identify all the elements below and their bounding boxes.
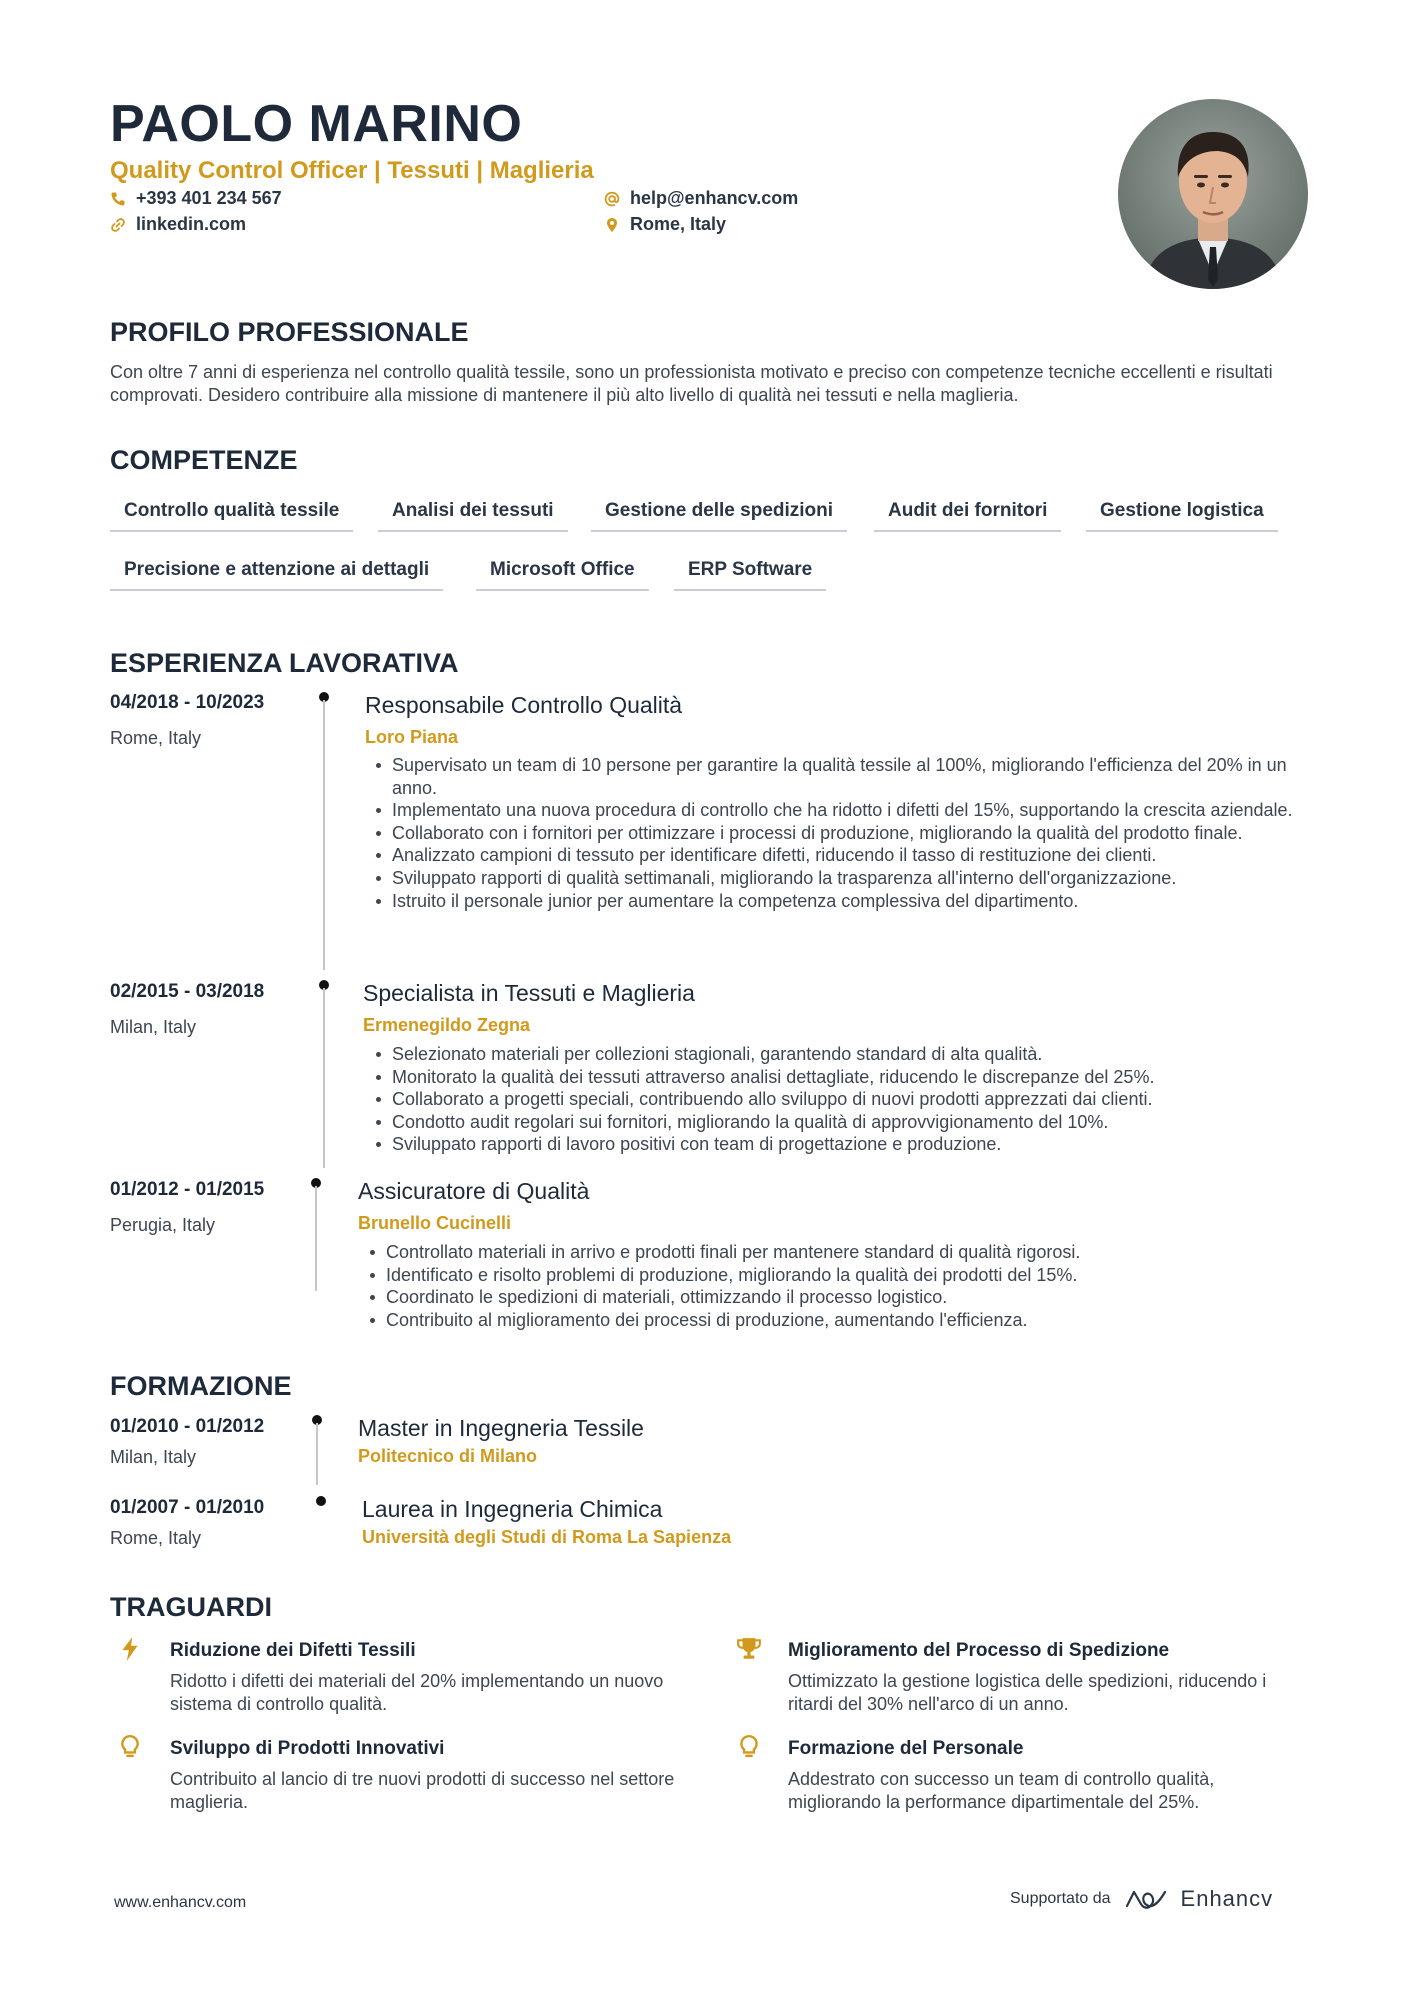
job-location: Milan, Italy: [110, 1017, 197, 1037]
achievement-desc: Ottimizzato la gestione logistica delle spedizioni, riducendo i ritardi del 30% nell'arco di un anno.: [788, 1671, 1267, 1714]
education-school: Politecnico di Milano: [358, 1446, 538, 1466]
enhancv-logo-icon: [1123, 1886, 1169, 1912]
skill-tag: Audit dei fornitori: [874, 492, 1061, 532]
education-location: Rome, Italy: [110, 1528, 202, 1548]
achievement-title: Riduzione dei Difetti Tessili: [170, 1640, 416, 1661]
achievement-desc: Contribuito al lancio di tre nuovi prodotti di successo nel settore maglieria.: [170, 1769, 675, 1812]
contact-email: [604, 188, 798, 209]
job-bullet: Istruito il personale junior per aumentare la competenza complessiva del dipartimento.: [370, 890, 1310, 913]
timeline-line: [323, 700, 325, 970]
job-role: Assicuratore di Qualità: [358, 1178, 590, 1204]
timeline-dot: [316, 1496, 326, 1506]
contact-linkedin: [110, 214, 246, 235]
contact-location: [604, 214, 726, 235]
email-address[interactable]: help@enhancv.com: [630, 188, 799, 208]
job-bullet: Condotto audit regolari sui fornitori, migliorando la qualità di approvvigionamento del 10%.: [370, 1111, 1310, 1134]
lightbulb-icon: [117, 1734, 143, 1760]
lightbulb-icon: [736, 1734, 762, 1760]
profile-heading: PROFILO PROFESSIONALE: [110, 317, 469, 347]
supported-by-text: Supportato da: [1010, 1890, 1111, 1907]
contact-phone: [110, 188, 282, 209]
footer-website[interactable]: www.enhancv.com: [114, 1894, 247, 1911]
education-school: Università degli Studi di Roma La Sapienza: [362, 1527, 732, 1547]
timeline-line: [323, 988, 325, 1168]
job-location: Perugia, Italy: [110, 1215, 216, 1235]
education-heading: FORMAZIONE: [110, 1371, 292, 1401]
skill-tag: Precisione e attenzione ai dettagli: [110, 551, 443, 591]
candidate-title: Quality Control Officer | Tessuti | Maglieria: [110, 157, 594, 184]
at-icon: [604, 191, 620, 207]
job-bullets: [364, 1241, 1304, 1331]
achievement-title: Sviluppo di Prodotti Innovativi: [170, 1738, 445, 1759]
achievement-desc: Addestrato con successo un team di controllo qualità, migliorando la performance dipartimentale del 25%.: [788, 1769, 1215, 1812]
skill-tag: Gestione delle spedizioni: [591, 492, 847, 532]
job-company: Brunello Cucinelli: [358, 1213, 512, 1233]
job-bullet: Supervisato un team di 10 persone per garantire la qualità tessile al 100%, migliorando l'efficienza del 20% in un anno.: [370, 754, 1310, 799]
job-dates: 01/2012 - 01/2015: [110, 1179, 265, 1200]
job-bullet: Implementato una nuova procedura di controllo che ha ridotto i difetti del 15%, supportando la crescita aziendale.: [370, 799, 1310, 822]
job-bullet: Coordinato le spedizioni di materiali, ottimizzando il processo logistico.: [364, 1286, 1304, 1309]
location-pin-icon: [604, 217, 620, 233]
experience-heading: ESPERIENZA LAVORATIVA: [110, 648, 459, 678]
location-text: Rome, Italy: [630, 214, 727, 234]
phone-number[interactable]: +393 401 234 567: [136, 188, 282, 208]
job-company: Loro Piana: [365, 727, 459, 747]
achievements-heading: TRAGUARDI: [110, 1592, 272, 1622]
linkedin-link[interactable]: linkedin.com: [136, 214, 247, 234]
skill-tag: Microsoft Office: [476, 551, 649, 591]
skill-tag: ERP Software: [674, 551, 826, 591]
job-dates: 04/2018 - 10/2023: [110, 692, 265, 713]
job-role: Specialista in Tessuti e Maglieria: [363, 980, 695, 1006]
education-degree: Laurea in Ingegneria Chimica: [362, 1496, 663, 1522]
job-bullet: Sviluppato rapporti di lavoro positivi con team di progettazione e produzione.: [370, 1133, 1310, 1156]
skill-tag: Gestione logistica: [1086, 492, 1278, 532]
education-dates: 01/2007 - 01/2010: [110, 1497, 265, 1518]
achievement-title: Miglioramento del Processo di Spedizione: [788, 1640, 1170, 1661]
skills-heading: COMPETENZE: [110, 445, 298, 475]
enhancv-brand: Enhancv: [1180, 1886, 1274, 1911]
job-company: Ermenegildo Zegna: [363, 1015, 531, 1035]
job-bullet: Collaborato con i fornitori per ottimizzare i processi di produzione, migliorando la qualità del prodotto finale.: [370, 822, 1310, 845]
job-bullet: Contribuito al miglioramento dei processi di produzione, aumentando l'efficienza.: [364, 1309, 1304, 1332]
job-bullet: Controllato materiali in arrivo e prodotti finali per mantenere standard di qualità rigorosi.: [364, 1241, 1304, 1264]
job-bullet: Collaborato a progetti speciali, contribuendo allo sviluppo di nuovi prodotti apprezzati dai clienti.: [370, 1088, 1310, 1111]
job-role: Responsabile Controllo Qualità: [365, 692, 683, 718]
skill-tag: Analisi dei tessuti: [378, 492, 568, 532]
education-location: Milan, Italy: [110, 1447, 197, 1467]
profile-text: Con oltre 7 anni di esperienza nel controllo qualità tessile, sono un professionista motivato e preciso con competenze tecniche eccellenti e risultati comprovati. Desidero contribuire alla missione di mantenere il più alto livello di qualità nei tessuti e nella maglieria.: [110, 362, 1273, 405]
timeline-line: [315, 1186, 317, 1291]
candidate-name: PAOLO MARINO: [110, 95, 523, 153]
job-location: Rome, Italy: [110, 728, 202, 748]
job-bullets: [370, 754, 1310, 912]
job-bullet: Selezionato materiali per collezioni stagionali, garantendo standard di alta qualità.: [370, 1043, 1310, 1066]
job-bullet: Analizzato campioni di tessuto per identificare difetti, riducendo il tasso di restituzione dei clienti.: [370, 844, 1310, 867]
job-bullet: Identificato e risolto problemi di produzione, migliorando la qualità dei prodotti del 15%.: [364, 1264, 1304, 1287]
job-bullets: [370, 1043, 1310, 1156]
trophy-icon: [736, 1636, 762, 1662]
lightning-icon: [117, 1636, 143, 1662]
profile-photo: [1118, 99, 1308, 289]
timeline-line: [316, 1423, 318, 1485]
job-bullet: Sviluppato rapporti di qualità settimanali, migliorando la trasparenza all'interno dell'organizzazione.: [370, 867, 1310, 890]
job-bullet: Monitorato la qualità dei tessuti attraverso analisi dettagliate, riducendo le discrepanze del 25%.: [370, 1066, 1310, 1089]
footer-branding: [1010, 1886, 1273, 1912]
achievement-title: Formazione del Personale: [788, 1738, 1024, 1759]
phone-icon: [110, 191, 126, 207]
link-icon: [110, 217, 126, 233]
skill-tag: Controllo qualità tessile: [110, 492, 353, 532]
education-dates: 01/2010 - 01/2012: [110, 1416, 265, 1437]
achievement-desc: Ridotto i difetti dei materiali del 20% implementando un nuovo sistema di controllo qualità.: [170, 1671, 664, 1714]
education-degree: Master in Ingegneria Tessile: [358, 1415, 644, 1441]
job-dates: 02/2015 - 03/2018: [110, 981, 265, 1002]
